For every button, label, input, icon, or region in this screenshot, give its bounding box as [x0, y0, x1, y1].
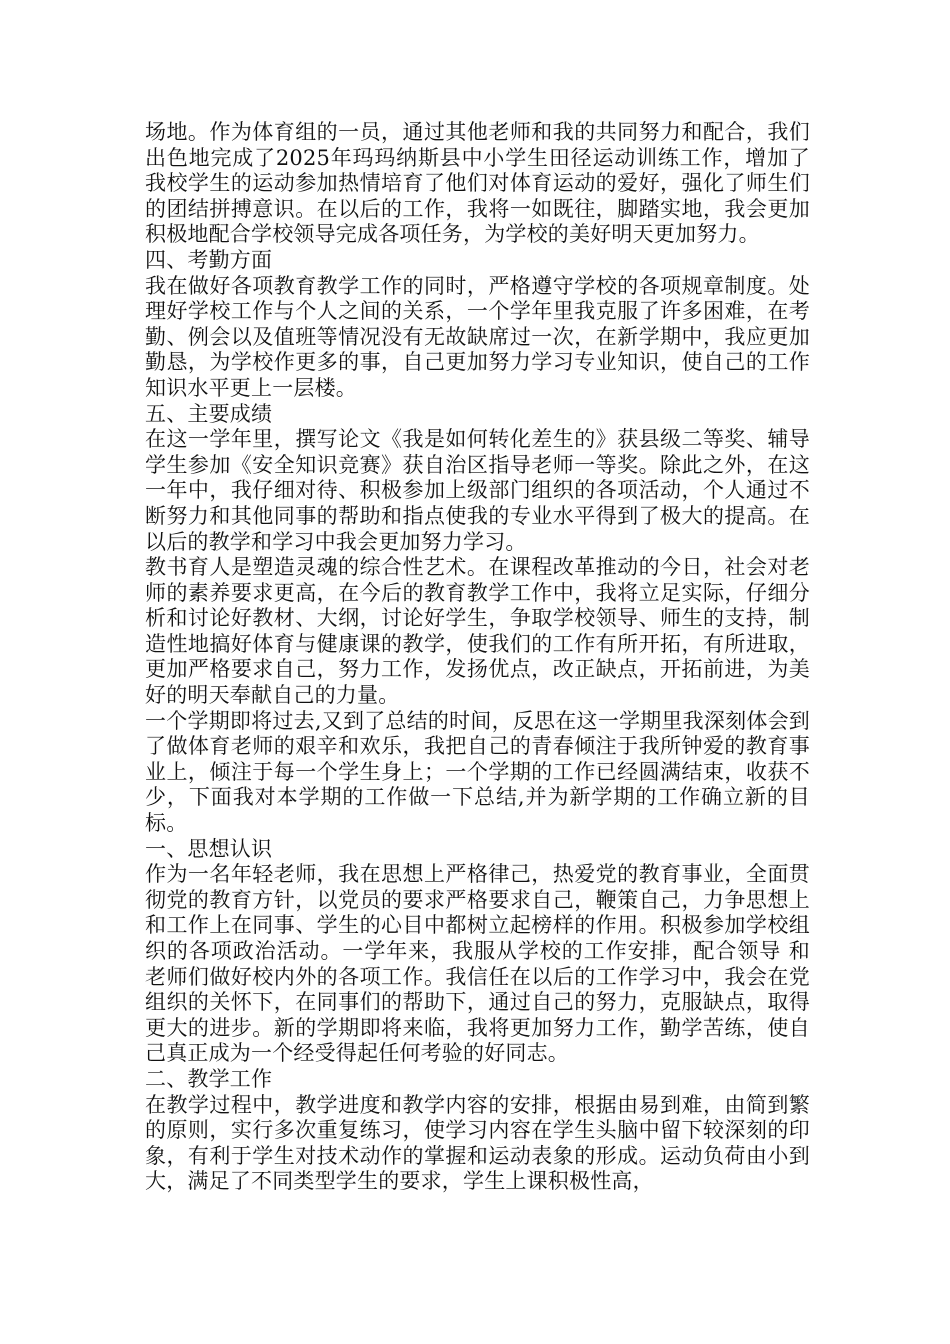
- heading-achievements: 五、主要成绩: [145, 401, 273, 426]
- heading-teaching-work: 二、教学工作: [145, 1066, 273, 1091]
- paragraph-semester-summary: 一个学期即将过去,又到了总结的时间，反思在这一学期里我深刻体会到了做体育老师的艰辛和欢乐，我把自己的青春倾注于我所钟爱的教育事业上，倾注于每一个学生身上；一个学期的工作已经圆满结束，收获不少，下面我对本学期的工作做一下总结,并为新学期的工作确立新的目标。: [145, 708, 810, 836]
- heading-attendance: 四、考勤方面: [145, 247, 273, 272]
- paragraph-attendance: 我在做好各项教育教学工作的同时，严格遵守学校的各项规章制度。处理好学校工作与个人之间的关系，一个学年里我克服了许多困难，在考勤、例会以及值班等情况没有无故缺席过一次，在新学期中，我应更加勤恳，为学校作更多的事，自己更加努力学习专业知识，使自己的工作知识水平更上一层楼。: [145, 273, 810, 400]
- heading-ideology: 一、思想认识: [145, 836, 273, 861]
- paragraph-ideology: 作为一名年轻老师，我在思想上严格律己，热爱党的教育事业，全面贯彻党的教育方针，以党员的要求严格要求自己，鞭策自己，力争思想上和工作上在同事、学生的心目中都树立起榜样的作用。积极参加学校组织的各项政治活动。一学年来，我服从学校的工作安排，配合领导 和 老师们做好校内外的各项工作。我信任在以后的工作学习中，我会在党组织的关怀下，在同事们的帮助下，通过自己的努力，克服缺点，取得更大的进步。新的学期即将来临，我将更加努力工作，勤学苦练，使自己真正成为一个经受得起任何考验的好同志。: [145, 862, 810, 1066]
- paragraph-teaching-art: 教书育人是塑造灵魂的综合性艺术。在课程改革推动的今日，社会对老师的素养要求更高，在今后的教育教学工作中，我将立足实际，仔细分析和讨论好教材、大纲，讨论好学生，争取学校领导、师生的支持，制造性地搞好体育与健康课的教学，使我们的工作有所开拓，有所进取，更加严格要求自己，努力工作，发扬优点，改正缺点，开拓前进，为美好的明天奉献自己的力量。: [145, 555, 810, 708]
- document-page: [145, 120, 810, 1195]
- paragraph-teaching-work: 在教学过程中，教学进度和教学内容的安排，根据由易到难，由简到繁的原则，实行多次重复练习，使学习内容在学生头脑中留下较深刻的印象，有利于学生对技术动作的掌握和运动表象的形成。运动负荷由小到大，满足了不同类型学生的要求，学生上课积极性高，: [145, 1092, 810, 1194]
- paragraph-sports-training: 场地。作为体育组的一员，通过其他老师和我的共同努力和配合，我们出色地完成了2025年玛玛纳斯县中小学生田径运动训练工作，增加了我校学生的运动参加热情培育了他们对体育运动的爱好，强化了师生们的团结拼搏意识。在以后的工作，我将一如既往，脚踏实地，我会更加积极地配合学校领导完成各项任务，为学校的美好明天更加努力。: [145, 120, 810, 247]
- paragraph-achievements: 在这一学年里，撰写论文《我是如何转化差生的》获县级二等奖、辅导学生参加《安全知识竞赛》获自治区指导老师一等奖。除此之外，在这一年中，我仔细对待、积极参加上级部门组织的各项活动，个人通过不断努力和其他同事的帮助和指点使我的专业水平得到了极大的提高。在以后的教学和学习中我会更加努力学习。: [145, 427, 810, 554]
